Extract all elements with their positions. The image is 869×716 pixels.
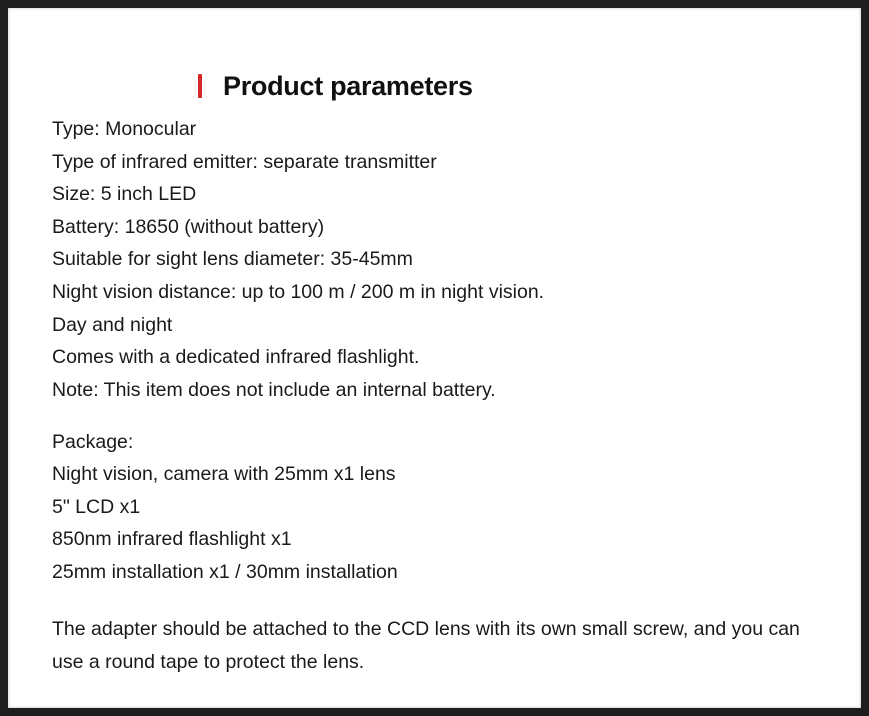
parameter-lens-diameter: Suitable for sight lens diameter: 35-45mm xyxy=(52,248,413,271)
adapter-note: The adapter should be attached to the CCD lens with its own small screw, and you can use a round tape to protect the lens. xyxy=(52,618,800,673)
parameter-night-vision-distance: Night vision distance: up to 100 m / 200 m in night vision. xyxy=(52,280,545,303)
page-title: Product parameters xyxy=(223,70,473,101)
package-item-installation: 25mm installation x1 / 30mm installation xyxy=(52,560,398,583)
parameter-battery: Battery: 18650 (without battery) xyxy=(52,215,325,238)
parameter-size: Size: 5 inch LED xyxy=(52,183,197,206)
parameter-day-night: Day and night xyxy=(52,313,173,336)
parameter-flashlight: Comes with a dedicated infrared flashlight. xyxy=(52,346,420,369)
package-list xyxy=(52,458,398,588)
package-item-flashlight: 850nm infrared flashlight x1 xyxy=(52,528,292,551)
accent-bar-icon xyxy=(198,74,202,98)
package-heading: Package: xyxy=(52,431,134,453)
product-parameters-panel xyxy=(8,8,861,708)
parameter-list xyxy=(52,113,544,406)
package-item-lcd: 5" LCD x1 xyxy=(52,495,141,518)
parameter-type: Type: Monocular xyxy=(52,118,197,140)
parameter-battery-note: Note: This item does not include an internal battery. xyxy=(52,378,496,401)
title-row xyxy=(198,66,473,106)
package-item-camera: Night vision, camera with 25mm x1 lens xyxy=(52,463,396,485)
parameter-emitter: Type of infrared emitter: separate transmitter xyxy=(52,150,437,173)
